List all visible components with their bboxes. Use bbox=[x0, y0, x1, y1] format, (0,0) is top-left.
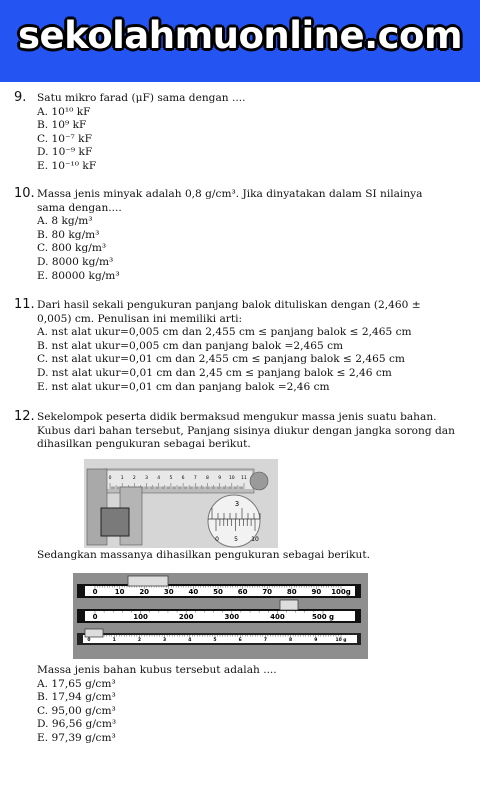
option-b[interactable]: B. 80 kg/m³ bbox=[37, 228, 100, 241]
balance-scale-label: 80 bbox=[286, 588, 297, 596]
caliper-scale-label: 7 bbox=[193, 476, 197, 481]
question-11 bbox=[14, 299, 470, 394]
caliper-scale-label: 1 bbox=[120, 476, 124, 481]
caliper-scale-label: 3 bbox=[145, 476, 148, 481]
option-c[interactable]: C. 10⁻⁷ kF bbox=[37, 132, 92, 145]
caliper-scale-label: 10 bbox=[228, 476, 235, 481]
balance-scale-label: 20 bbox=[139, 588, 150, 596]
caliper-scale-label: 11 bbox=[241, 476, 247, 481]
option-c[interactable]: C. 800 kg/m³ bbox=[37, 242, 107, 255]
question-text: Massa jenis minyak adalah 0,8 g/cm³. Jika dinyatakan dalam SI nilainya sama dengan.... bbox=[37, 188, 423, 214]
caliper-scale-label: 9 bbox=[218, 476, 222, 481]
option-a[interactable]: A. 8 kg/m³ bbox=[37, 215, 93, 228]
balance-scale-label: 6 bbox=[238, 638, 242, 643]
balance-scale-label: 7 bbox=[263, 638, 267, 643]
zoom-main-label: 3 bbox=[234, 500, 240, 508]
question-number: 9. bbox=[14, 90, 27, 105]
question-number: 11. bbox=[14, 297, 35, 312]
mass-note: Sedangkan massanya dihasilkan pengukuran sebagai berikut. bbox=[37, 549, 370, 561]
site-banner bbox=[0, 0, 480, 82]
option-c[interactable]: C. nst alat ukur=0,01 cm dan 2,455 cm ≤ panjang balok ≤ 2,465 cm bbox=[37, 353, 405, 366]
balance-scale-label: 60 bbox=[237, 588, 248, 596]
balance-scale-label: 0 bbox=[87, 638, 91, 643]
caliper-scale-label: 2 bbox=[132, 476, 136, 481]
balance-scale-label: 10 bbox=[114, 588, 125, 596]
question-text: Satu mikro farad (μF) sama dengan .... bbox=[37, 92, 246, 104]
balance-scale-label: 4 bbox=[188, 638, 192, 643]
balance-scale-label: 100 bbox=[133, 613, 148, 621]
question-text: Sekelompok peserta didik bermaksud mengukur massa jenis suatu bahan. Kubus dari bahan tersebut, Panjang sisinya diukur dengan jangka sorong dan dihasilkan pengukuran sebagai berikut. bbox=[37, 411, 455, 451]
caliper-scale-label: 4 bbox=[157, 476, 161, 481]
balance-scale-label: 3 bbox=[163, 638, 167, 643]
option-d[interactable]: D. 96,56 g/cm³ bbox=[37, 718, 117, 731]
balance-scale-label: 70 bbox=[262, 588, 273, 596]
option-e[interactable]: E. 10⁻¹⁰ kF bbox=[37, 159, 97, 172]
option-e[interactable]: E. 80000 kg/m³ bbox=[37, 269, 120, 282]
zoom-vernier-label-5: 5 bbox=[234, 536, 238, 543]
vernier-caliper-figure bbox=[84, 459, 278, 548]
question-text: Massa jenis bahan kubus tersebut adalah .... bbox=[37, 664, 277, 676]
question-number: 12. bbox=[14, 409, 35, 424]
balance-scale-label: 300 bbox=[224, 613, 240, 621]
option-a[interactable]: A. 17,65 g/cm³ bbox=[37, 677, 116, 690]
option-d[interactable]: D. 10⁻⁹ kF bbox=[37, 146, 93, 159]
balance-scale-label: 8 bbox=[289, 638, 293, 643]
option-b[interactable]: B. 10⁹ kF bbox=[37, 119, 87, 132]
option-a[interactable]: A. 10¹⁰ kF bbox=[37, 105, 91, 118]
question-text: Dari hasil sekali pengukuran panjang balok dituliskan dengan (2,460 ± 0,005) cm. Penulisan ini memiliki arti: bbox=[37, 299, 421, 325]
site-title: sekolahmuonline.com bbox=[17, 14, 463, 57]
option-c[interactable]: C. 95,00 g/cm³ bbox=[37, 704, 116, 717]
question-12-answer bbox=[14, 664, 470, 746]
question-12 bbox=[14, 411, 470, 452]
triple-beam-balance-figure bbox=[73, 573, 368, 659]
balance-scale-label: 9 bbox=[314, 638, 318, 643]
balance-scale-label: 0 bbox=[92, 613, 98, 621]
option-d[interactable]: D. nst alat ukur=0,01 cm dan 2,45 cm ≤ panjang balok ≤ 2,46 cm bbox=[37, 366, 392, 379]
balance-scale-label: 1 bbox=[112, 638, 116, 643]
question-9 bbox=[14, 92, 470, 174]
balance-scale-label: 500 g bbox=[311, 613, 335, 621]
balance-scale-label: 400 bbox=[270, 613, 285, 621]
option-d[interactable]: D. 8000 kg/m³ bbox=[37, 255, 114, 268]
zoom-vernier-label-10: 10 bbox=[251, 536, 259, 543]
option-b[interactable]: B. 17,94 g/cm³ bbox=[37, 691, 116, 704]
option-b[interactable]: B. nst alat ukur=0,005 cm dan panjang balok =2,465 cm bbox=[37, 339, 344, 352]
question-number: 10. bbox=[14, 186, 35, 201]
caliper-scale-label: 0 bbox=[108, 476, 112, 481]
option-a[interactable]: A. nst alat ukur=0,005 cm dan 2,455 cm ≤ panjang balok ≤ 2,465 cm bbox=[37, 326, 412, 339]
balance-scale-label: 40 bbox=[188, 588, 199, 596]
question-10 bbox=[14, 188, 470, 283]
caliper-scale-label: 6 bbox=[181, 476, 185, 481]
caliper-scale-label: 8 bbox=[206, 476, 209, 481]
balance-scale-label: 90 bbox=[311, 588, 322, 596]
balance-scale-label: 50 bbox=[213, 588, 223, 596]
option-e[interactable]: E. nst alat ukur=0,01 cm dan panjang balok =2,46 cm bbox=[37, 380, 330, 393]
balance-scale-label: 0 bbox=[92, 588, 98, 596]
balance-scale-label: 10 g bbox=[335, 638, 347, 643]
balance-scale-label: 30 bbox=[163, 588, 174, 596]
balance-scale-label: 5 bbox=[213, 638, 217, 643]
balance-scale-label: 200 bbox=[178, 613, 194, 621]
caliper-scale-label: 5 bbox=[169, 476, 173, 481]
balance-scale-label: 2 bbox=[137, 638, 141, 643]
balance-scale-label: 100g bbox=[331, 588, 351, 596]
option-e[interactable]: E. 97,39 g/cm³ bbox=[37, 731, 116, 744]
zoom-vernier-label-0: 0 bbox=[215, 536, 219, 543]
